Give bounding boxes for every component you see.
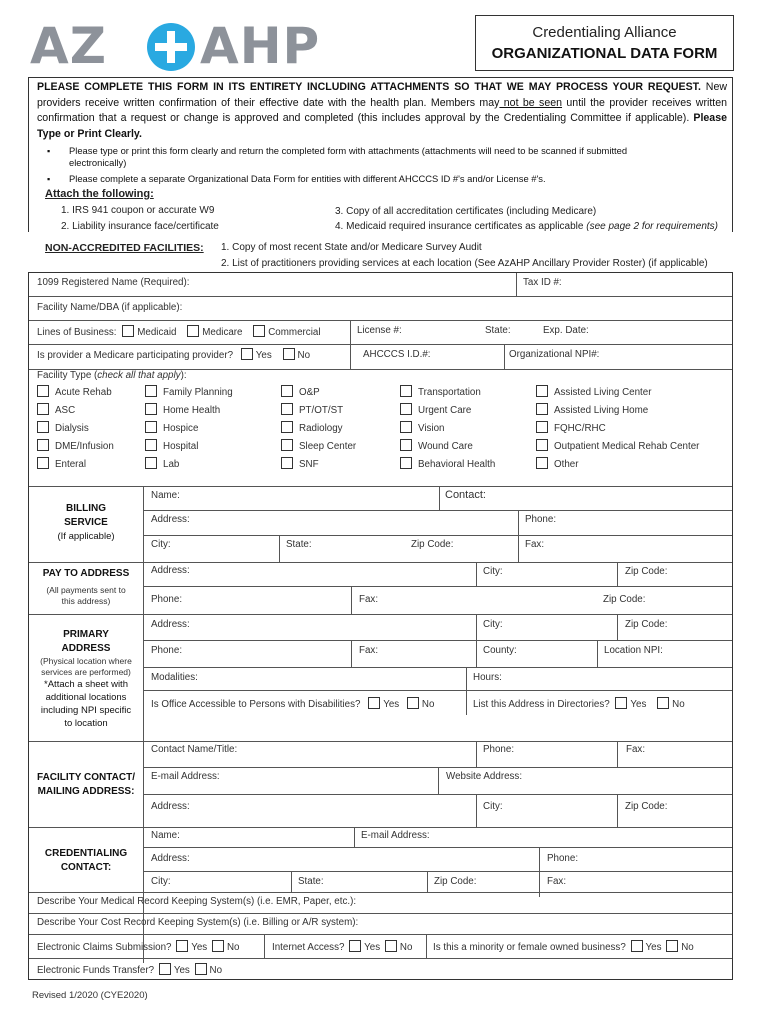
facility-type-label: Lab [163,459,180,470]
facility-type-checkbox[interactable] [145,439,157,451]
billing-h1: BILLING [66,503,106,514]
cc-fax-label: Fax: [547,876,567,887]
facility-type-option [400,421,445,434]
cred-contact-section-label [29,847,143,875]
facility-type-label: Acute Rehab [55,387,112,398]
facility-type-checkbox[interactable] [536,439,548,451]
fc-contact-label: Contact Name/Title: [151,744,238,755]
facility-type-checkbox[interactable] [400,385,412,397]
facility-type-option [281,403,343,416]
azahp-logo [30,17,321,75]
facility-contact-section-label [29,771,143,799]
directories-label: List this Address in Directories? [473,699,610,710]
eft-no-label: No [209,965,223,976]
commercial-checkbox[interactable] [253,325,265,337]
attach-see-note: (see page 2 for requirements) [586,221,718,232]
directories-row [473,697,685,710]
primary-phone-label: Phone: [151,645,183,656]
facility-type-option [37,457,86,470]
instructions-box [28,77,733,269]
accessible-row [151,697,434,710]
facility-type-option [281,457,319,470]
hours-label: Hours: [473,672,502,683]
primary-city-label: City: [483,619,503,630]
payto-phone-label: Phone: [151,594,183,605]
modalities-label: Modalities: [151,672,198,683]
medicare-participating-row [37,348,310,361]
facility-type-label: SNF [299,459,319,470]
lob-label: Lines of Business: [37,327,117,338]
instructions-paragraph [37,80,727,142]
facility-type-label: Wound Care [418,441,473,452]
facility-type-checkbox[interactable] [400,439,412,451]
facility-type-checkbox[interactable] [37,421,49,433]
facility-type-checkbox[interactable] [281,457,293,469]
commercial-label: Commercial [268,327,321,338]
primary-n1: *Attach a sheet with [44,679,128,690]
cc-address-label: Address: [151,853,190,864]
attach-heading: Attach the following: [45,188,154,200]
accessible-no-label: No [421,699,435,710]
fac-type-end: ): [180,370,187,381]
facility-type-checkbox[interactable] [145,457,157,469]
facility-type-option [145,403,220,416]
nonaccredited-item-2: 2. List of practitioners providing services at each location (See AzAHP Ancillary Provider Roster) (if applicable) [221,258,708,269]
payto-section-label [29,567,143,607]
facility-type-checkbox[interactable] [145,421,157,433]
reg-name-label: 1099 Registered Name (Required): [37,277,190,288]
billing-sub: (If applicable) [57,531,115,542]
facility-type-checkbox[interactable] [281,439,293,451]
eft-label: Electronic Funds Transfer? [37,965,155,976]
billing-city-label: City: [151,539,171,550]
primary-npi-label: Location NPI: [604,645,663,656]
payto-zip2-label: Zip Code: [603,594,646,605]
facility-type-option [536,403,648,416]
primary-n3: including NPI specific [40,705,132,716]
accessible-yes-checkbox[interactable] [368,697,380,709]
facility-type-option [37,421,89,434]
minority-no-checkbox[interactable] [666,940,678,952]
facility-type-label: Enteral [55,459,87,470]
fc-zip-label: Zip Code: [625,801,668,812]
primary-fax-label: Fax: [359,645,379,656]
medicare-no-label: No [297,350,311,361]
medicare-checkbox[interactable] [187,325,199,337]
minority-row [433,940,694,953]
cc-email-label: E-mail Address: [361,830,430,841]
facility-type-checkbox[interactable] [37,457,49,469]
facility-type-checkbox[interactable] [37,439,49,451]
directories-no-label: No [672,699,685,710]
attach-item-4-text: 4. Medicaid required insurance certificates as applicable [335,221,584,232]
form-title-box [475,15,734,71]
internet-no-label: No [399,942,413,953]
cc-city-label: City: [151,876,171,887]
billing-fax-label: Fax: [525,539,545,550]
eft-row [37,963,222,976]
facility-type-checkbox[interactable] [536,457,548,469]
facility-type-option [536,457,579,470]
minority-yes-label: Yes [645,942,662,953]
claims-no-label: No [226,942,240,953]
facility-type-checkbox[interactable] [400,403,412,415]
facility-type-label [37,370,187,381]
primary-county-label: County: [483,645,517,656]
facility-type-checkbox[interactable] [37,403,49,415]
bullet-2-text: Please complete a separate Organizational Data Form for entities with different AHCCCS ID #'s and/or License #'s. [69,173,546,184]
facility-type-option [37,439,114,452]
fac-type-a: Facility Type ( [37,370,98,381]
fc-website-label: Website Address: [446,771,523,782]
fc-fax-label: Fax: [626,744,646,755]
primary-zip-label: Zip Code: [625,619,668,630]
claims-yes-label: Yes [191,942,208,953]
medicare-no-checkbox[interactable] [283,348,295,360]
medical-record-label: Describe Your Medical Record Keeping System(s) (i.e. EMR, Paper, etc.): [37,896,357,907]
intro-text1: New providers receive written confirmation of their effective date with the health plan. Members may [37,81,727,109]
internet-label: Internet Access? [272,942,345,953]
facility-type-option [37,385,112,398]
fac-type-it: check all that apply [97,370,181,381]
payto-s1: (All payments sent to [46,585,126,595]
facility-type-label: Assisted Living Home [554,405,649,416]
payto-fax-label: Fax: [359,594,379,605]
intro-bold1: PLEASE COMPLETE THIS FORM IN ITS ENTIRETY INCLUDING ATTACHMENTS SO THAT WE MAY PROCESS YOUR REQUEST. [37,81,701,93]
billing-address-label: Address: [151,514,190,525]
facility-type-option [145,385,233,398]
facility-type-option [400,403,471,416]
billing-section-label [29,502,143,544]
claims-yes-checkbox[interactable] [176,940,188,952]
medicaid-checkbox[interactable] [122,325,134,337]
exp-date-label: Exp. Date: [543,325,589,336]
lob-row [37,325,321,338]
directories-yes-label: Yes [630,699,647,710]
form-grid [28,272,733,980]
state-label: State: [485,325,511,336]
facility-name-label: Facility Name/DBA (if applicable): [37,302,183,313]
facility-type-label: Other [554,459,579,470]
attach-item-1: 1. IRS 941 coupon or accurate W9 [61,205,215,216]
cc-name-label: Name: [151,830,180,841]
fc-h1: FACILITY CONTACT/ [37,772,135,783]
primary-n2: additional locations [45,692,127,703]
billing-h2: SERVICE [64,517,108,528]
facility-type-label: Radiology [299,423,343,434]
facility-type-checkbox[interactable] [536,421,548,433]
claims-no-checkbox[interactable] [212,940,224,952]
primary-n4: to location [64,718,108,729]
facility-type-option [400,457,495,470]
billing-contact-label: Contact: [445,489,486,501]
payto-city-label: City: [483,566,503,577]
facility-type-label: Vision [418,423,445,434]
payto-zip-label: Zip Code: [625,566,668,577]
facility-type-option [536,385,651,398]
bullet-1b [69,157,126,169]
medicare-q-label: Is provider a Medicare participating provider? [37,350,234,361]
facility-type-option [536,439,699,452]
facility-type-checkbox[interactable] [145,385,157,397]
medicaid-label: Medicaid [137,327,177,338]
payto-s2: this address) [61,596,111,606]
directories-no-checkbox[interactable] [657,697,669,709]
primary-h1: PRIMARY [63,629,109,640]
claims-row [37,940,239,953]
attach-item-4 [335,221,718,232]
internet-yes-checkbox[interactable] [349,940,361,952]
cost-record-label: Describe Your Cost Record Keeping System(s) (i.e. Billing or A/R system): [37,917,359,928]
facility-type-checkbox[interactable] [536,385,548,397]
billing-phone-label: Phone: [525,514,557,525]
fc-email-label: E-mail Address: [151,771,220,782]
facility-type-label: O&P [299,387,320,398]
facility-type-label: PT/OT/ST [299,405,344,416]
billing-state-label: State: [286,539,312,550]
bullet-1-text: Please type or print this form clearly and return the completed form with attachments (attachments will need to be scanned if submitted [69,145,628,156]
claims-label: Electronic Claims Submission? [37,942,172,953]
intro-underline: not be seen [499,96,563,109]
facility-type-label: DME/Infusion [55,441,114,452]
facility-type-checkbox[interactable] [281,403,293,415]
facility-type-option [400,439,473,452]
accessible-label: Is Office Accessible to Persons with Disabilities? [151,699,361,710]
logo-text-ahp: AHP [200,17,321,75]
facility-type-checkbox[interactable] [281,385,293,397]
facility-type-label: Sleep Center [299,441,357,452]
facility-type-label: Outpatient Medical Rehab Center [554,441,700,452]
billing-zip-label: Zip Code: [411,539,454,550]
minority-label: Is this a minority or female owned business? [433,942,626,953]
facility-type-option [281,421,343,434]
cc-h2: CONTACT: [60,862,112,873]
payto-address-label: Address: [151,565,190,576]
facility-type-option [281,439,356,452]
facility-type-option [400,385,481,398]
eft-yes-label: Yes [173,965,190,976]
form-title-line1: Credentialing Alliance [532,24,677,41]
intro-bold2: Please Type or Print Clearly. [37,112,727,140]
cc-state-label: State: [298,876,324,887]
billing-name-label: Name: [151,490,180,501]
internet-yes-label: Yes [364,942,381,953]
facility-type-label: Home Health [163,405,221,416]
facility-type-option [145,439,198,452]
facility-type-label: FQHC/RHC [554,423,606,434]
ahcccs-label: AHCCCS I.D.#: [363,349,431,360]
facility-type-label: ASC [55,405,76,416]
facility-type-label: Dialysis [55,423,89,434]
form-title-line2: ORGANIZATIONAL DATA FORM [491,45,718,62]
fc-address-label: Address: [151,801,190,812]
minority-yes-checkbox[interactable] [631,940,643,952]
facility-type-checkbox[interactable] [281,421,293,433]
primary-section-label [29,628,143,730]
logo-text-az: AZ [30,17,107,75]
primary-s1: (Physical location where [40,656,132,666]
facility-type-label: Behavioral Health [418,459,496,470]
attach-item-2: 2. Liability insurance face/certificate [61,221,219,232]
facility-type-option [145,457,179,470]
payto-h: PAY TO ADDRESS [42,568,130,579]
attach-item-3: 3. Copy of all accreditation certificates (including Medicare) [335,206,597,217]
fc-city-label: City: [483,801,503,812]
cc-h1: CREDENTIALING [44,848,128,859]
fc-phone-label: Phone: [483,744,515,755]
facility-type-label: Urgent Care [418,405,472,416]
bullet-2: ▪ Please complete a separate Organizational Data Form for entities with different AHCCCS ID #'s and/or License #'s. [47,173,546,184]
facility-type-label: Family Planning [163,387,233,398]
internet-row [272,940,412,953]
accessible-yes-label: Yes [383,699,400,710]
eft-no-checkbox[interactable] [195,963,207,975]
primary-s2: services are performed) [41,667,131,677]
accessible-no-checkbox[interactable] [407,697,419,709]
nonaccredited-item-1: 1. Copy of most recent State and/or Medicare Survey Audit [221,242,482,253]
internet-no-checkbox[interactable] [385,940,397,952]
org-npi-label: Organizational NPI#: [509,349,600,360]
facility-type-checkbox[interactable] [400,457,412,469]
tax-id-label: Tax ID #: [523,277,562,288]
facility-type-checkbox[interactable] [536,403,548,415]
fc-h2: MAILING ADDRESS: [37,786,135,797]
facility-type-option [37,403,75,416]
facility-type-checkbox[interactable] [400,421,412,433]
facility-type-checkbox[interactable] [37,385,49,397]
intro-text2: until the provider receives written confirmation that a request or change is approved and completed (this includes approval by the Credentialing Committee if applicable). [37,96,727,124]
nonaccredited-heading: NON-ACCREDITED FACILITIES: [45,242,204,254]
directories-yes-checkbox[interactable] [615,697,627,709]
license-label: License #: [357,325,402,336]
facility-type-label: Hospital [163,441,199,452]
bullet-1b-text: electronically) [69,157,127,168]
primary-h2: ADDRESS [61,643,111,654]
facility-type-option [145,421,198,434]
facility-type-option [281,385,320,398]
facility-type-option [536,421,606,434]
plus-circle-icon [146,22,196,72]
eft-yes-checkbox[interactable] [159,963,171,975]
facility-type-label: Transportation [418,387,481,398]
cc-zip-label: Zip Code: [434,876,477,887]
medicare-yes-label: Yes [255,350,272,361]
cc-phone-label: Phone: [547,853,579,864]
primary-address-label: Address: [151,619,190,630]
facility-type-label: Hospice [163,423,199,434]
revision-footer: Revised 1/2020 (CYE2020) [32,990,148,1001]
medicare-yes-checkbox[interactable] [241,348,253,360]
medicare-label: Medicare [202,327,243,338]
minority-no-label: No [681,942,694,953]
facility-type-checkbox[interactable] [145,403,157,415]
facility-type-label: Assisted Living Center [554,387,652,398]
bullet-1: ▪ Please type or print this form clearly and return the completed form with attachments (attachments will need to be scanned if submitted [47,145,628,156]
